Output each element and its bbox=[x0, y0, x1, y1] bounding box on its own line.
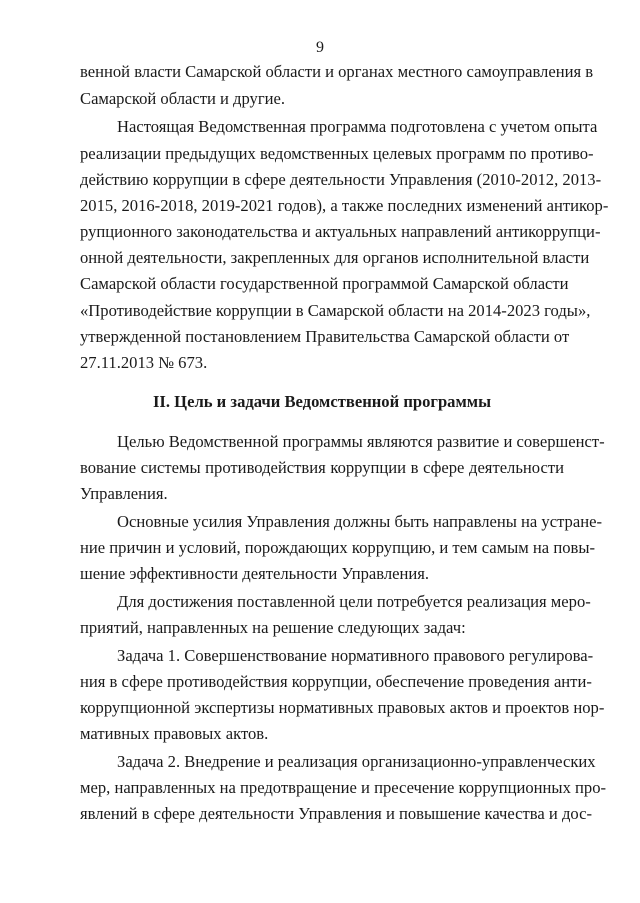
section-heading: II. Цель и задачи Ведомственной программы bbox=[152, 392, 492, 411]
text-line: онной деятельности, закрепленных для органов исполнительной власти bbox=[80, 248, 590, 267]
text-line: шение эффективности деятельности Управления. bbox=[80, 564, 430, 583]
text-line: венной власти Самарской области и органах местного самоуправления в bbox=[80, 62, 594, 81]
text-line: Задача 2. Внедрение и реализация организационно-управленческих bbox=[117, 752, 596, 771]
text-line: коррупционной экспертизы нормативных правовых актов и проектов нор- bbox=[80, 698, 605, 717]
text-line: мер, направленных на предотвращение и пресечение коррупционных про- bbox=[80, 778, 607, 797]
text-line: мативных правовых актов. bbox=[80, 724, 269, 743]
text-line: Основные усилия Управления должны быть направлены на устране- bbox=[117, 512, 602, 531]
text-line: 2015, 2016-2018, 2019-2021 годов), а также последних изменений антикор- bbox=[80, 196, 609, 215]
text-line: вование системы противодействия коррупции в сфере деятельности bbox=[80, 458, 564, 477]
text-line: явлений в сфере деятельности Управления и повышение качества и дос- bbox=[80, 804, 592, 823]
text-line: Целью Ведомственной программы являются развитие и совершенст- bbox=[117, 432, 605, 451]
text-line: 27.11.2013 № 673. bbox=[80, 353, 208, 372]
page-number: 9 bbox=[316, 39, 324, 56]
text-line: Управления. bbox=[80, 484, 168, 503]
text-line: реализации предыдущих ведомственных целевых программ по противо- bbox=[80, 144, 594, 163]
text-line: Для достижения поставленной цели потребуется реализация меро- bbox=[117, 592, 591, 611]
text-line: действию коррупции в сфере деятельности Управления (2010-2012, 2013- bbox=[80, 170, 602, 189]
text-line: ние причин и условий, порождающих коррупцию, и тем самым на повы- bbox=[80, 538, 596, 557]
text-line: Настоящая Ведомственная программа подготовлена с учетом опыта bbox=[117, 117, 598, 136]
text-line: рупционного законодательства и актуальных направлений антикоррупци- bbox=[80, 222, 601, 241]
text-line: Самарской области и другие. bbox=[80, 89, 286, 108]
text-line: Самарской области государственной программой Самарской области bbox=[80, 274, 569, 293]
text-line: ния в сфере противодействия коррупции, обеспечение проведения анти- bbox=[80, 672, 592, 691]
text-line: приятий, направленных на решение следующих задач: bbox=[80, 618, 466, 637]
text-line: утвержденной постановлением Правительства Самарской области от bbox=[80, 327, 570, 346]
text-line: «Противодействие коррупции в Самарской области на 2014-2023 годы», bbox=[80, 301, 591, 320]
text-line: Задача 1. Совершенствование нормативного правового регулирова- bbox=[117, 646, 594, 665]
